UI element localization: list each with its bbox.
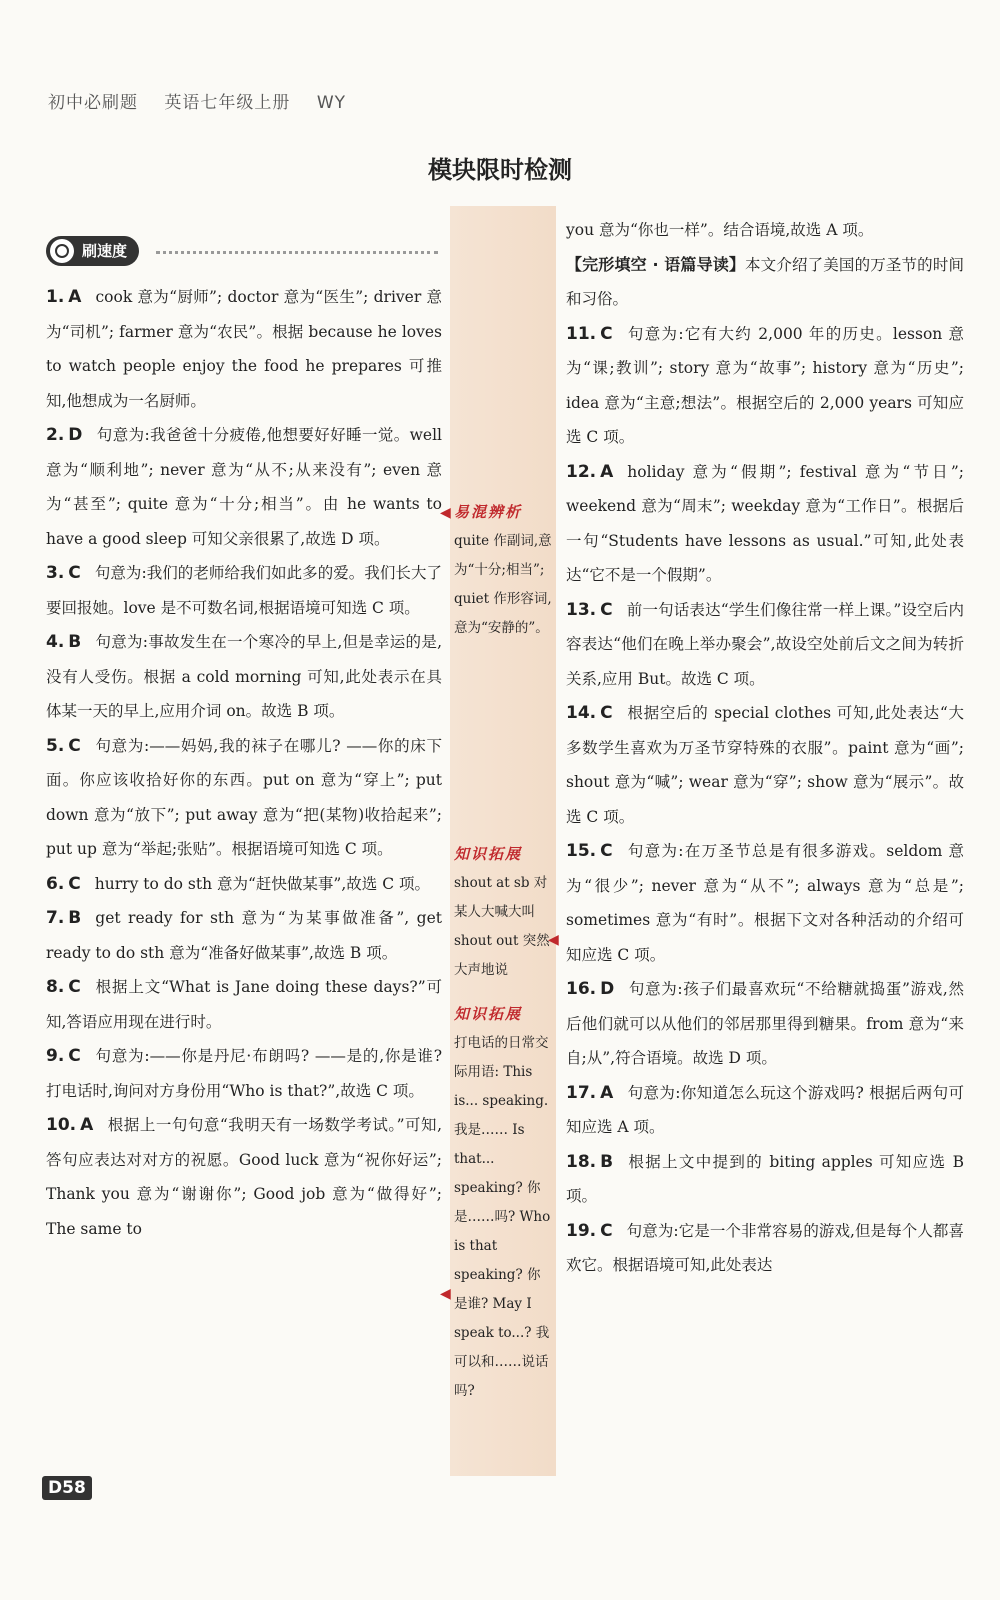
answer-item: 5. C 句意为:——妈妈,我的袜子在哪儿? ——你的床下面。你应该收拾好你的东西。put on 意为“穿上”; put down 意为“放下”; put away 意为“把(某物)收拾起来”; put up 意为“举起;张贴”。根据语境可知选 C 项。 [46,735,442,858]
answer-item: 11. C 句意为:它有大约 2,000 年的历史。lesson 意为“课;教训”; story 意为“故事”; history 意为“历史”; idea 意为“主意;想法”。根据空后的 2,000 years 可知应选 C 项。 [566,323,964,446]
answer-item: 2. D 句意为:我爸爸十分疲倦,他想要好好睡一觉。well 意为“顺利地”; never 意为“从不;从来没有”; even 意为“甚至”; quite 意为“十分;相当”。由 he wants to have a good sleep 可知父亲很累了,故选 D 项。 [46,425,442,548]
cloze-intro [566,248,964,317]
book-series: 初中必刷题 [48,93,138,113]
page-number: D58 [42,1476,92,1500]
page-header [48,88,366,113]
answer-item: 19. C 句意为:它是一个非常容易的游戏,但是每个人都喜欢它。根据语境可知,此处表达 [566,1220,964,1274]
note-knowledge-2 [454,1000,552,1406]
section-badge [46,236,139,266]
page-title: 模块限时检测 [428,156,572,184]
answer-item: 6. C hurry to do sth 意为“赶快做某事”,故选 C 项。 [46,873,430,894]
note-heading: 知识拓展 [454,1005,523,1023]
answer-item: 8. C 根据上文“What is Jane doing these days?”可知,答语应用现在进行时。 [46,977,442,1031]
arrow-left-icon: ◀ [440,1286,451,1302]
answer-item: 13. C 前一句话表达“学生们像往常一样上课。”设空后内容表达“他们在晚上举办聚会”,故设空处前后文之间为转折关系,应用 But。故选 C 项。 [566,599,964,688]
answer-item: 15. C 句意为:在万圣节总是有很多游戏。seldom 意为“很少”; never 意为“从不”; always 意为“总是”; sometimes 意为“有时”。根据下文对各种活动的介绍可知应选 C 项。 [566,841,964,964]
answer-item: 10. A 根据上一句句意“我明天有一场数学考试。”可知,答句应表达对对方的祝愿。Good luck 意为“祝你好运”; Thank you 意为“谢谢你”; Good job 意为“做得好”; The same to [46,1115,442,1238]
right-column [566,213,964,1283]
answer-item: 4. B 句意为:事故发生在一个寒冷的早上,但是幸运的是,没有人受伤。根据 a cold morning 可知,此处表示在具体某一天的早上,应用介词 on。故选 B 项。 [46,632,442,720]
answer-item: 3. C 句意为:我们的老师给我们如此多的爱。我们长大了要回报她。love 是不可数名词,根据语境可知选 C 项。 [46,563,442,617]
cloze-text: 本文介绍了美国的万圣节的时间和习俗。 [566,255,964,308]
answer-item: 16. D 句意为:孩子们最喜欢玩“不给糖就捣蛋”游戏,然后他们就可以从他们的邻居那里得到糖果。from 意为“来自;从”,符合语境。故选 D 项。 [566,979,964,1067]
note-text: 打电话的日常交际用语: This is... speaking. 我是…… Is that... speaking? 你是……吗? Who is that speaking? 你是谁? May I speak to...? 我可以和……说话吗? [454,1035,551,1399]
book-edition: WY [316,93,347,113]
note-confusable [454,498,552,643]
book-subject: 英语七年级上册 [164,93,291,113]
answer-item: 18. B 根据上文中提到的 biting apples 可知应选 B 项。 [566,1151,964,1205]
note-knowledge-1 [454,840,552,985]
section-label: 刷速度 [82,242,128,260]
continued-text: you 意为“你也一样”。结合语境,故选 A 项。 [566,221,874,239]
answer-item: 12. A holiday 意为“假期”; festival 意为“节日”; weekend 意为“周末”; weekday 意为“工作日”。根据后一句“Students have lessons as usual.”可知,此处表达“它不是一个假期”。 [566,461,964,584]
dotted-divider [156,251,438,254]
answer-item: 7. B get ready for sth 意为“为某事做准备”, get ready to do sth 意为“准备好做某事”,故选 B 项。 [46,908,442,962]
answer-item: 1. A cook 意为“厨师”; doctor 意为“医生”; driver 意为“司机”; farmer 意为“农民”。根据 because he loves to watch people enjoy the food he prepares 可推知,他想成为一名厨师。 [46,287,442,410]
note-text: quite 作副词,意为“十分;相当”; quiet 作形容词,意为“安静的”。 [454,533,552,636]
answer-item: 9. C 句意为:——你是丹尼·布朗吗? ——是的,你是谁? 打电话时,询问对方身份用“Who is that?”,故选 C 项。 [46,1046,442,1100]
arrow-right-icon: ◀ [548,932,559,948]
note-heading: 易混辨析 [454,503,523,521]
arrow-left-icon: ◀ [440,505,451,521]
note-heading: 知识拓展 [454,845,523,863]
answer-item: 17. A 句意为:你知道怎么玩这个游戏吗? 根据后两句可知应选 A 项。 [566,1082,964,1136]
note-text: shout at sb 对某人大喊大叫 shout out 突然大声地说 [454,875,550,978]
cloze-label: 【完形填空 · 语篇导读】 [566,254,746,274]
stopwatch-icon [50,239,74,263]
answer-item: 14. C 根据空后的 special clothes 可知,此处表达“大多数学生喜欢为万圣节穿特殊的衣服”。paint 意为“画”; shout 意为“喊”; wear 意为“穿”; show 意为“展示”。故选 C 项。 [566,703,964,826]
left-column [46,280,442,1246]
